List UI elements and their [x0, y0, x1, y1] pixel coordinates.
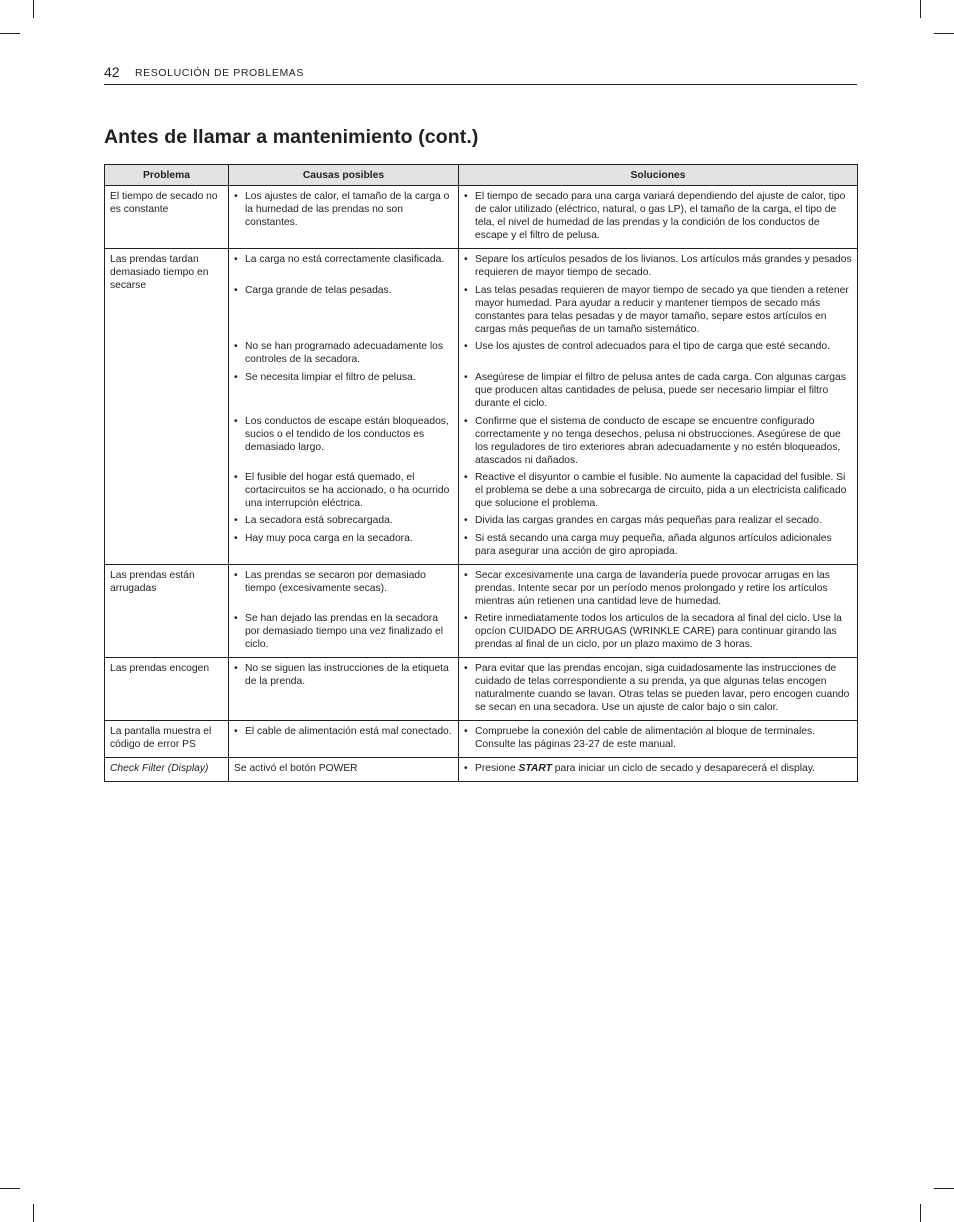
table-row	[105, 565, 858, 658]
causes-cell	[229, 658, 459, 721]
cause-item: • Se necesita limpiar el filtro de pelusa.	[234, 371, 453, 415]
troubleshooting-table	[104, 164, 858, 782]
solution-item: • Separe los artículos pesados de los livianos. Los artículos más grandes y pesados requieren de mayor tiempo de secado.	[464, 253, 852, 284]
problem-cell: Las prendas tardan demasiado tiempo en secarse	[105, 249, 229, 565]
cause-item: • Hay muy poca carga en la secadora.	[234, 532, 453, 545]
problem-cell	[105, 758, 229, 782]
solutions-cell	[459, 721, 858, 758]
cause-item: Se activó el botón POWER	[234, 763, 358, 774]
solutions-cell	[459, 565, 858, 658]
solution-item: • Compruebe la conexión del cable de alimentación al bloque de terminales. Consulte las páginas 23-27 de este manual.	[464, 725, 852, 751]
causes-cell	[229, 565, 459, 658]
cause-item: • El cable de alimentación está mal conectado.	[234, 725, 453, 738]
cause-item: • El fusible del hogar está quemado, el cortacircuitos se ha accionado, o ha ocurrido una interrupción eléctrica.	[234, 471, 453, 514]
crop-mark	[934, 1188, 954, 1189]
column-header-causes: Causas posibles	[229, 165, 459, 186]
table-row	[105, 721, 858, 758]
cause-item: • La secadora está sobrecargada.	[234, 514, 453, 532]
solution-item: • Asegúrese de limpiar el filtro de pelusa antes de cada carga. Con algunas cargas que producen altas cantidades de pelusa, puede ser necesario limpiar el filtro durante el ciclo.	[464, 371, 852, 415]
page-number: 42	[104, 64, 120, 80]
crop-mark	[920, 1204, 921, 1222]
section-title: RESOLUCIÓN DE PROBLEMAS	[135, 67, 305, 79]
solution-item: • Retire inmediatamente todos los articulos de la secadora al final del ciclo. Use la opcíon CUIDADO DE ARRUGAS (WRINKLE CARE) para continuar girando las prendas al final de un ciclo, por un plazo maximo de 3 horas.	[464, 612, 852, 651]
crop-mark	[0, 33, 20, 34]
causes-cell	[229, 249, 459, 565]
problem-text: Check Filter (Display)	[110, 763, 209, 774]
causes-cell	[229, 758, 459, 782]
cause-item: • Las prendas se secaron por demasiado tiempo (excesivamente secas).	[234, 569, 453, 612]
cause-item: • No se han programado adecuadamente los controles de la secadora.	[234, 340, 453, 371]
solution-text: para iniciar un ciclo de secado y desaparecerá el display.	[551, 763, 815, 774]
solution-item: • Use los ajustes de control adecuados para el tipo de carga que esté secando.	[464, 340, 852, 371]
column-header-solutions: Soluciones	[459, 165, 858, 186]
table-row	[105, 249, 858, 565]
crop-mark	[934, 33, 954, 34]
cause-item: • Se han dejado las prendas en la secadora por demasiado tiempo una vez finalizado el ciclo.	[234, 612, 453, 651]
solution-text: Presione	[475, 763, 519, 774]
solution-item: • Secar excesivamente una carga de lavandería puede provocar arrugas en las prendas. Intente secar por un período menos prolongado y retire los artículos mientras aún retienen una cantidad leve de humedad.	[464, 569, 852, 612]
solutions-cell	[459, 186, 858, 249]
page-title: Antes de llamar a mantenimiento (cont.)	[104, 126, 479, 148]
table-row	[105, 758, 858, 782]
causes-cell	[229, 186, 459, 249]
crop-mark	[33, 0, 34, 18]
solution-item: • Para evitar que las prendas encojan, siga cuidadosamente las instrucciones de cuidado de telas correspondiente a su prenda, ya que algunas telas encogen naturalmente cuando se lavan. Otras telas se pueden lavar, pero encogen cuando se secan en una secadora. Use un ajuste de calor bajo o sin calor.	[464, 662, 852, 714]
table-row	[105, 658, 858, 721]
start-keyword: START	[518, 763, 552, 774]
cause-item: • No se siguen las instrucciones de la etiqueta de la prenda.	[234, 662, 453, 688]
cause-item: • Carga grande de telas pesadas.	[234, 284, 453, 340]
solutions-cell	[459, 249, 858, 565]
solutions-cell	[459, 758, 858, 782]
crop-mark	[33, 1204, 34, 1222]
problem-cell: Las prendas están arrugadas	[105, 565, 229, 658]
cause-item: • Los conductos de escape están bloqueados, sucios o el tendido de los conductos es demasiado largo.	[234, 415, 453, 471]
crop-mark	[920, 0, 921, 18]
solution-item: • Reactive el disyuntor o cambie el fusible. No aumente la capacidad del fusible. Si el problema se debe a una sobrecarga de circuito, pida a un electricista calificado que solucione el problema.	[464, 471, 852, 514]
crop-mark	[0, 1188, 20, 1189]
solution-item: • El tiempo de secado para una carga variará dependiendo del ajuste de calor, tipo de calor utilizado (eléctrico, natural, o gas LP), el tamaño de la carga, el tipo de tela, el nivel de humedad de las prendas y la condición de los conductos de escape y el filtro de pelusa.	[464, 190, 852, 242]
solution-item: • Divida las cargas grandes en cargas más pequeñas para realizar el secado.	[464, 514, 852, 532]
table-header-row	[105, 165, 858, 186]
table-row	[105, 186, 858, 249]
problem-cell: La pantalla muestra el código de error PS	[105, 721, 229, 758]
column-header-problem: Problema	[105, 165, 229, 186]
page-header	[104, 63, 857, 85]
problem-cell: El tiempo de secado no es constante	[105, 186, 229, 249]
solution-item	[464, 762, 852, 775]
cause-item: • Los ajustes de calor, el tamaño de la carga o la humedad de las prendas no son constantes.	[234, 190, 453, 229]
solution-item: • Si está secando una carga muy pequeña, añada algunos artículos adicionales para asegurar una acción de giro apropiada.	[464, 532, 852, 558]
causes-cell	[229, 721, 459, 758]
solution-item: • Confirme que el sistema de conducto de escape se encuentre configurado correctamente y no tenga desechos, pelusa ni obstrucciones. Asegúrese de que los reguladores de tiro exteriores abran adecuadamente y no estén bloqueados, atascados ni dañados.	[464, 415, 852, 471]
cause-item: • La carga no está correctamente clasificada.	[234, 253, 453, 284]
solutions-cell	[459, 658, 858, 721]
solution-item: • Las telas pesadas requieren de mayor tiempo de secado ya que tienden a retener mayor humedad. Para ayudar a reducir y mantener tiempos de secado más constantes para telas pesadas y de mayor tamaño, separe estos artículos en cargas más pequeñas de un tamaño sistemático.	[464, 284, 852, 340]
problem-cell: Las prendas encogen	[105, 658, 229, 721]
